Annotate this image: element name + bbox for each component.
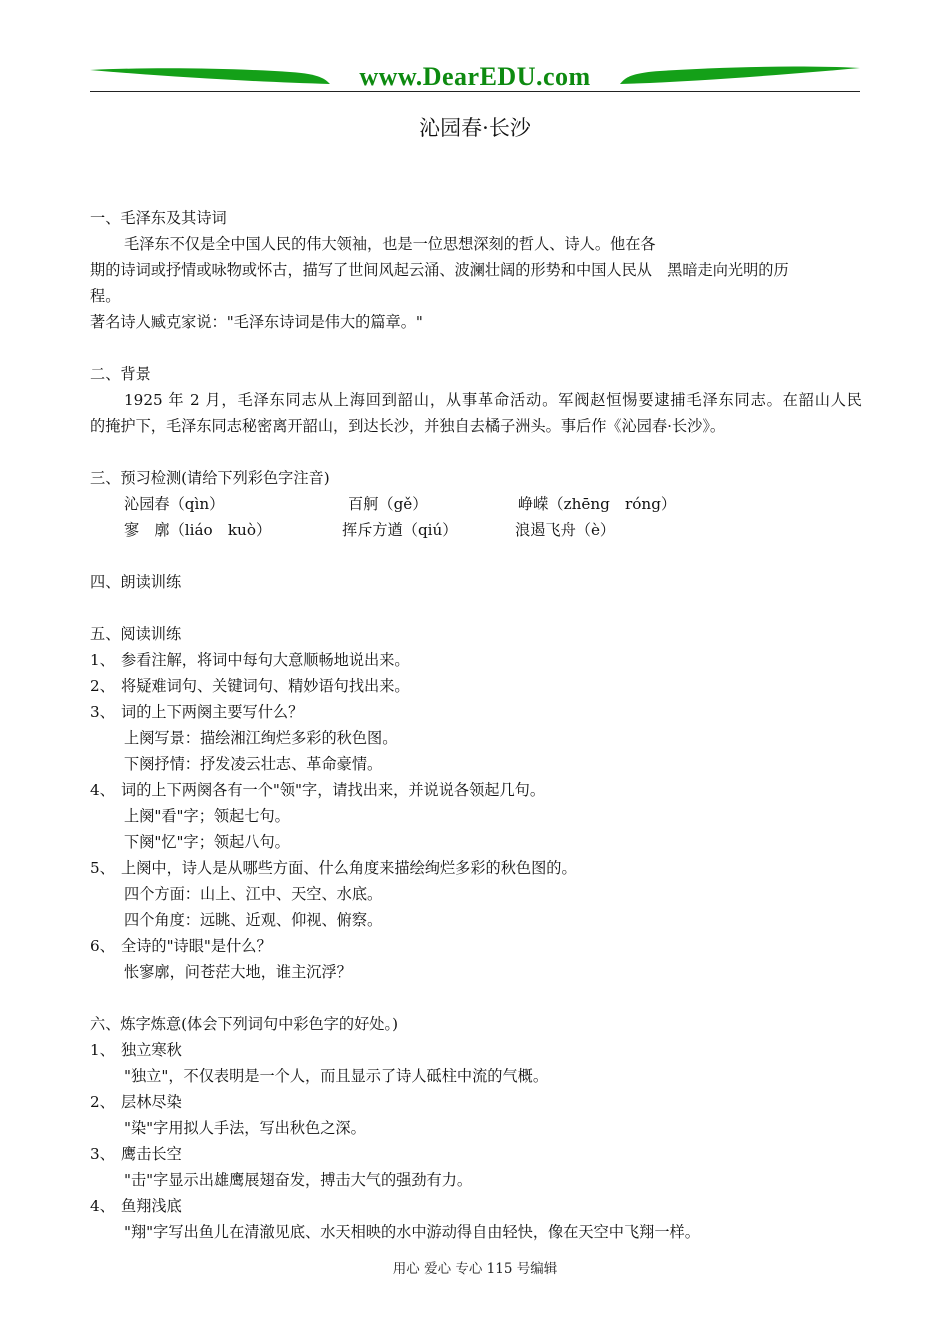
site-logo[interactable]: www.DearEDU.com [359,62,591,91]
answer-line: 下阕抒情：抒发凌云壮志、革命豪情。 [124,755,383,773]
item-number: 3、 [90,703,115,721]
numbered-item [90,647,862,673]
answer-line: "独立"，不仅表明是一个人，而且显示了诗人砥柱中流的气概。 [124,1067,549,1085]
item-number: 6、 [90,937,115,955]
paragraph: 程。 [90,287,121,305]
item-number: 1、 [90,651,115,669]
pinyin-item: 峥嵘（zhēng róng） [518,495,677,513]
answer-line: "染"字用拟人手法，写出秋色之深。 [124,1119,366,1137]
answer-line: 下阕"忆"字；领起八句。 [124,833,290,851]
item-text: 层林尽染 [121,1093,182,1111]
answer-line: 四个角度：远眺、近观、仰视、俯察。 [124,911,383,929]
item-text: 词的上下两阕主要写什么？ [121,703,304,721]
answer-line: "翔"字写出鱼儿在清澈见底、水天相映的水中游动得自由轻快，像在天空中飞翔一样。 [124,1223,700,1241]
paragraph: 著名诗人臧克家说："毛泽东诗词是伟大的篇章。" [90,313,423,331]
section-heading: 三、预习检测(请给下列彩色字注音) [90,469,330,487]
item-text: 独立寒秋 [121,1041,182,1059]
numbered-item [90,933,862,959]
pinyin-row [90,517,862,543]
pinyin-item: 挥斥方遒（qiú） [342,521,458,539]
section-heading: 一、毛泽东及其诗词 [90,209,227,227]
item-text: 将疑难词句、关键词句、精妙语句找出来。 [121,677,410,695]
document-body [90,205,862,1245]
pinyin-row [90,491,862,517]
paragraph: 期的诗词或抒情或咏物或怀古，描写了世间风起云涌、波澜壮阔的形势和中国人民从 黑暗走向光明的历 [90,261,789,279]
item-number: 4、 [90,1197,115,1215]
item-text: 鹰击长空 [121,1145,182,1163]
numbered-item [90,1037,862,1063]
section-heading: 五、阅读训练 [90,625,182,643]
page-footer: 用心 爱心 专心 115 号编辑 [392,1261,558,1277]
numbered-item [90,1089,862,1115]
answer-line: 怅寥廓，问苍茫大地，谁主沉浮？ [124,963,352,981]
section-heading: 四、朗读训练 [90,573,182,591]
paragraph: 毛泽东不仅是全中国人民的伟大领袖，也是一位思想深刻的哲人、诗人。他在各 [124,235,656,253]
item-text: 上阕中，诗人是从哪些方面、什么角度来描绘绚烂多彩的秋色图的。 [121,859,577,877]
answer-line: 四个方面：山上、江中、天空、水底。 [124,885,383,903]
pinyin-item: 沁园春（qìn） [124,495,225,513]
item-number: 5、 [90,859,115,877]
reading-questions-list [90,647,862,985]
item-text: 词的上下两阕各有一个"领"字，请找出来，并说说各领起几句。 [121,781,546,799]
item-text: 鱼翔浅底 [121,1197,182,1215]
answer-line: 上阕"看"字；领起七句。 [124,807,290,825]
pinyin-item: 百舸（gě） [348,495,428,513]
section-heading: 六、炼字炼意(体会下列词句中彩色字的好处。) [90,1015,399,1033]
numbered-item [90,777,862,803]
numbered-item [90,855,862,881]
item-number: 1、 [90,1041,115,1059]
answer-line: 上阕写景：描绘湘江绚烂多彩的秋色图。 [124,729,398,747]
item-text: 参看注解，将词中每句大意顺畅地说出来。 [121,651,410,669]
paragraph: 1925 年 2 月，毛泽东同志从上海回到韶山，从事革命活动。军阀赵恒惕要逮捕毛泽东同志。在韶山人民 [124,391,862,409]
site-header [90,58,860,94]
item-number: 2、 [90,1093,115,1111]
numbered-item [90,1193,862,1219]
item-number: 4、 [90,781,115,799]
item-text: 全诗的"诗眼"是什么？ [121,937,272,955]
word-refinement-list [90,1037,862,1245]
item-number: 2、 [90,677,115,695]
numbered-item [90,699,862,725]
numbered-item [90,1141,862,1167]
header-divider [90,91,860,92]
pinyin-item: 寥 廓（liáo kuò） [124,521,272,539]
numbered-item [90,673,862,699]
document-title: 沁园春·长沙 [419,116,531,140]
paragraph: 的掩护下，毛泽东同志秘密离开韶山，到达长沙，并独自去橘子洲头。事后作《沁园春·长沙》。 [90,417,726,435]
item-number: 3、 [90,1145,115,1163]
pinyin-item: 浪遏飞舟（è） [515,521,616,539]
answer-line: "击"字显示出雄鹰展翅奋发，搏击大气的强劲有力。 [124,1171,473,1189]
section-heading: 二、背景 [90,365,151,383]
